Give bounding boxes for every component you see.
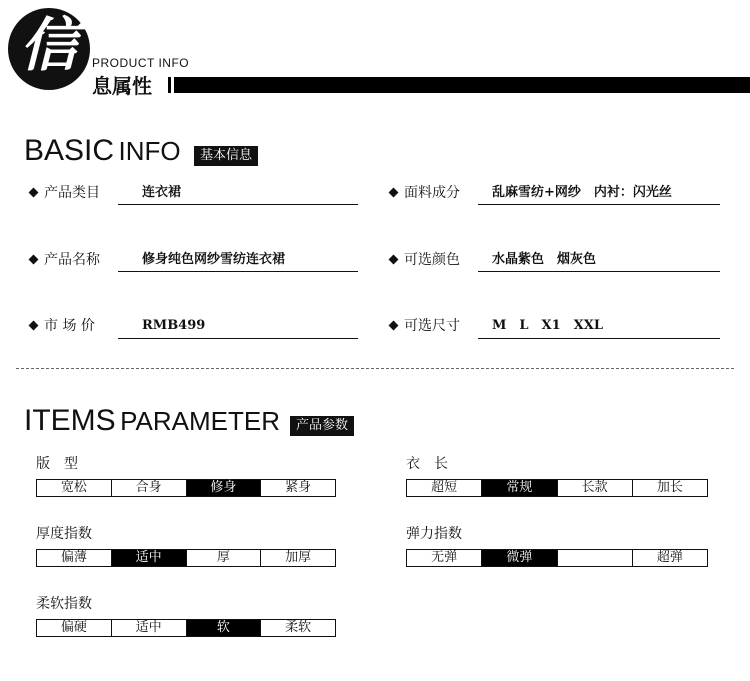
scale-option: 微弹: [482, 550, 557, 566]
info-label: 面料成分: [388, 183, 460, 203]
scale-length: [406, 479, 708, 497]
scale-option: 修身: [187, 480, 262, 496]
diamond-icon: [29, 254, 39, 264]
scale-option: 加长: [656, 480, 683, 495]
section-divider: [16, 368, 734, 369]
info-label: 可选尺寸: [388, 316, 460, 336]
scale-softness: [36, 619, 336, 637]
underline: [478, 271, 720, 272]
scale-option: 超短: [407, 480, 482, 496]
underline: [118, 204, 358, 205]
scale-option: 紧身: [285, 480, 312, 495]
items-title-big: ITEMS: [24, 404, 116, 437]
info-label: 产品名称: [28, 250, 100, 270]
param-label-softness: 柔软指数: [36, 596, 92, 612]
scale-option: 柔软: [285, 620, 312, 635]
scale-option: 适中: [112, 550, 187, 566]
info-label: 产品类目: [28, 183, 100, 203]
diamond-icon: [29, 320, 39, 330]
underline: [478, 338, 720, 339]
diamond-icon: [389, 187, 399, 197]
header-bar: [174, 77, 750, 93]
section-title-cn: 息属性: [92, 74, 152, 98]
underline: [118, 271, 358, 272]
info-row-fabric: [388, 183, 720, 211]
diamond-icon: [389, 254, 399, 264]
info-row-sizes: [388, 316, 720, 344]
info-value: 连衣裙: [142, 185, 182, 200]
param-label-thickness: 厚度指数: [36, 526, 92, 542]
info-row-colors: [388, 250, 720, 278]
scale-option: 常规: [482, 480, 557, 496]
scale-option: 适中: [112, 620, 187, 636]
items-parameter-title: [24, 404, 280, 438]
param-label-fit: 版 型: [36, 456, 78, 472]
header-bar-cap: [168, 77, 171, 93]
underline: [118, 338, 358, 339]
scale-elasticity: [406, 549, 708, 567]
info-value: 乱麻雪纺+网纱 内衬：闪光丝: [492, 185, 672, 200]
scale-option: [558, 550, 633, 566]
scale-option: 加厚: [285, 550, 312, 565]
info-label: 可选颜色: [388, 250, 460, 270]
scale-option: 厚: [187, 550, 262, 566]
logo-character: 信: [19, 11, 78, 79]
diamond-icon: [29, 187, 39, 197]
scale-option: 合身: [112, 480, 187, 496]
scale-thickness: [36, 549, 336, 567]
basic-info-title: [24, 134, 181, 168]
param-label-length: 衣 长: [406, 456, 448, 472]
scale-option: 偏硬: [37, 620, 112, 636]
diamond-icon: [389, 320, 399, 330]
basic-title-big: BASIC: [24, 134, 115, 167]
info-value: M L X1 XXL: [492, 318, 603, 333]
scale-option: 长款: [558, 480, 633, 496]
info-label: 市 场 价: [28, 316, 95, 336]
underline: [478, 204, 720, 205]
info-row-price: [28, 316, 358, 344]
param-label-elasticity: 弹力指数: [406, 526, 462, 542]
basic-title-small: INFO: [118, 136, 181, 166]
info-value: 水晶紫色 烟灰色: [492, 252, 597, 267]
product-info-label: PRODUCT INFO: [92, 56, 190, 70]
basic-info-tag: 基本信息: [194, 146, 258, 166]
info-value: RMB499: [142, 318, 206, 333]
scale-option: 偏薄: [37, 550, 112, 566]
scale-option: 超弹: [656, 550, 683, 565]
scale-option: 宽松: [37, 480, 112, 496]
scale-option: 软: [187, 620, 262, 636]
info-value: 修身纯色网纱雪纺连衣裙: [142, 252, 286, 267]
info-row-category: [28, 183, 358, 211]
info-row-name: [28, 250, 358, 278]
items-parameter-tag: 产品参数: [290, 416, 354, 436]
items-title-small: PARAMETER: [120, 406, 280, 436]
scale-option: 无弹: [407, 550, 482, 566]
scale-fit: [36, 479, 336, 497]
